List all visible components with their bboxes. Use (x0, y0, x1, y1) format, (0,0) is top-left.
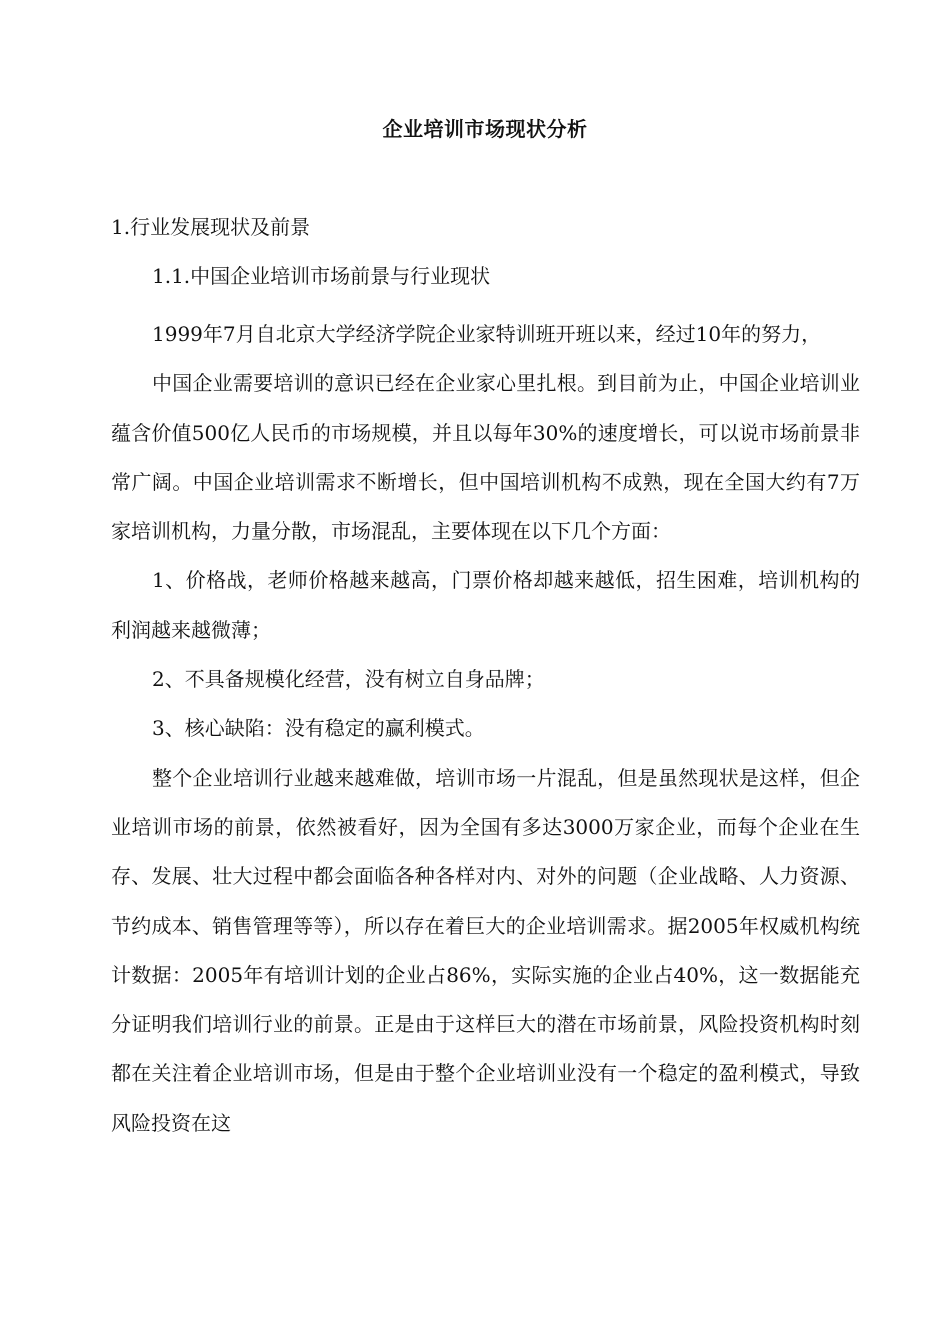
paragraph-intro: 1999年7月自北京大学经济学院企业家特训班开班以来，经过10年的努力， (152, 322, 822, 346)
list-item-price-war: 1、价格战，老师价格越来越高，门票价格却越来越低，招生困难，培训机构的利润越来越微薄； (111, 568, 860, 642)
list-item-no-scale: 2、不具备规模化经营，没有树立自身品牌； (152, 667, 545, 692)
paragraph-industry-outlook: 整个企业培训行业越来越难做，培训市场一片混乱，但是虽然现状是这样，但企业培训市场的前景，依然被看好，因为全国有多达3000万家企业，而每个企业在生存、发展、壮大过程中都会面临各种各样对内、对外的问题（企业战略、人力资源、节约成本、销售管理等等），所以存在着巨大的企业培训需求。据2005年权威机构统计数据：2005年有培训计划的企业占86%，实际实施的企业占40%，这一数据能充分证明我们培训行业的前景。正是由于这样巨大的潜在市场前景，风险投资机构时刻都在关注着企业培训市场，但是由于整个企业培训业没有一个稳定的盈利模式，导致风险投资在这 (111, 765, 860, 1135)
list-item-core-defect: 3、核心缺陷：没有稳定的赢利模式。 (152, 716, 485, 741)
subsection-heading: 1.1.中国企业培训市场前景与行业现状 (152, 264, 491, 288)
body-text (111, 310, 860, 1148)
paragraph-market-overview: 中国企业需要培训的意识已经在企业家心里扎根。到目前为止，中国企业培训业蕴含价值500亿人民币的市场规模，并且以每年30%的速度增长，可以说市场前景非常广阔。中国企业培训需求不断增长，但中国培训机构不成熟，现在全国大约有7万家培训机构，力量分散，市场混乱，主要体现在以下几个方面： (111, 371, 860, 544)
section-heading: 1.行业发展现状及前景 (111, 215, 311, 239)
document-title: 企业培训市场现状分析 (382, 117, 588, 141)
